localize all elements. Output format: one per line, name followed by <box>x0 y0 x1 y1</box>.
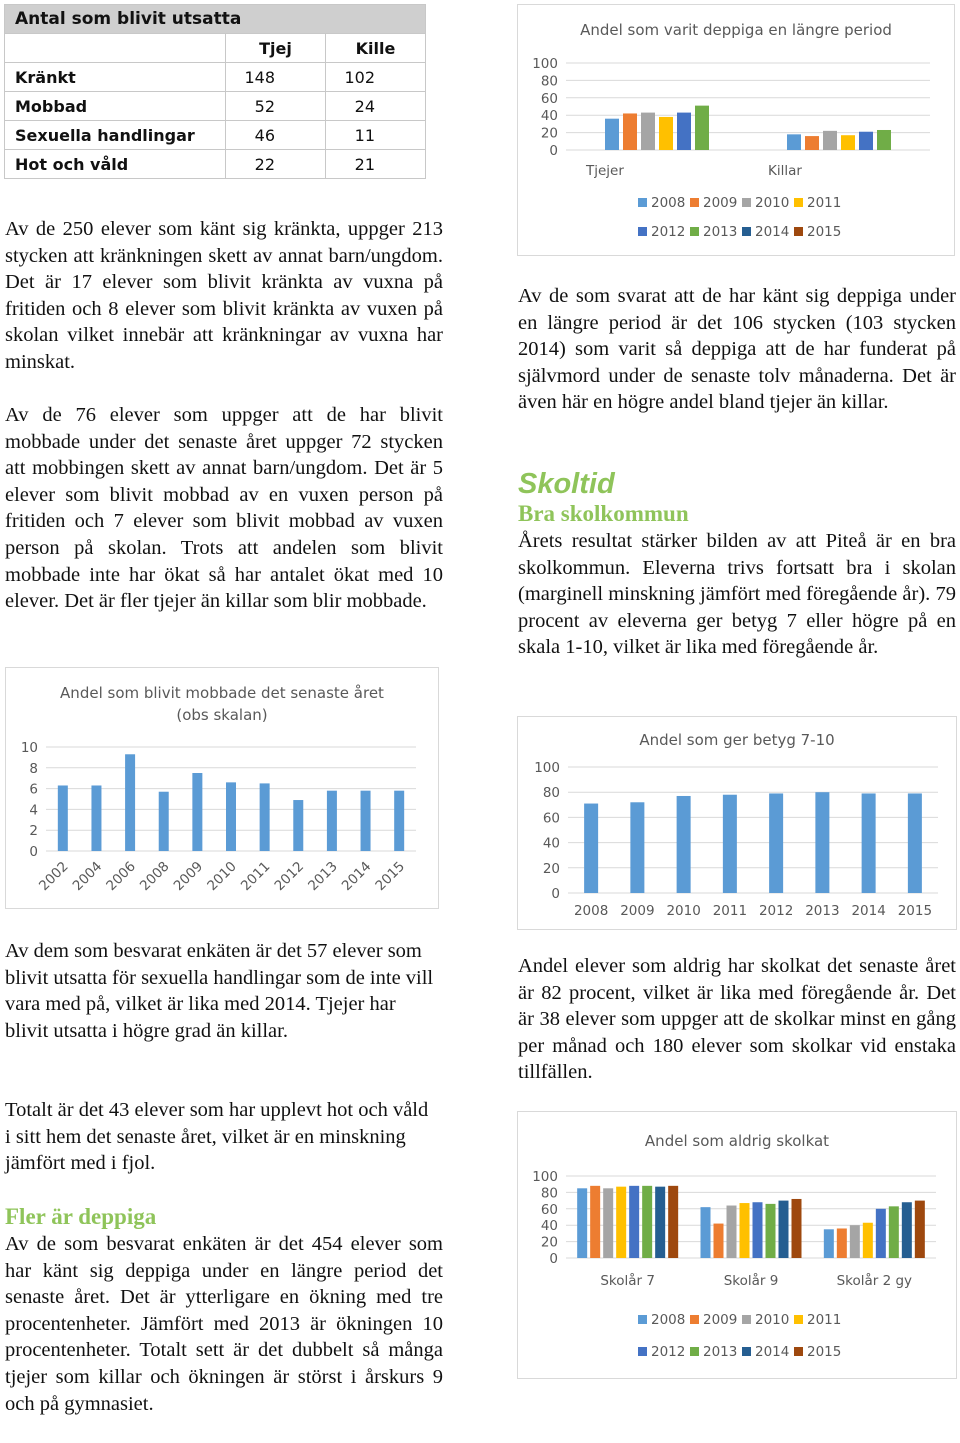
legend-label: 2010 <box>755 195 790 211</box>
table-header-kille: Kille <box>326 34 426 63</box>
bar <box>623 113 637 150</box>
bar <box>863 1223 873 1258</box>
bar <box>293 800 303 851</box>
left-text-5 <box>5 1203 443 1417</box>
x-tick-label: 2009 <box>620 903 655 919</box>
bar <box>642 1186 652 1258</box>
x-tick-label: 2008 <box>573 903 609 919</box>
chart-betyg-svg <box>518 717 956 929</box>
legend-swatch <box>742 198 751 207</box>
legend-swatch <box>638 198 647 207</box>
y-tick-label: 40 <box>540 1218 558 1235</box>
bar <box>815 792 829 893</box>
bar <box>841 135 855 150</box>
legend-label: 2012 <box>651 224 686 240</box>
table-row <box>5 121 426 150</box>
bar <box>787 134 801 150</box>
legend-swatch <box>638 227 647 236</box>
y-tick-label: 6 <box>29 781 38 798</box>
x-tick-label: 2014 <box>851 903 886 919</box>
bar <box>192 773 202 851</box>
bar <box>902 1202 912 1258</box>
row-value-tjej: 148 <box>226 63 326 92</box>
table-title: Antal som blivit utsatta <box>5 5 426 34</box>
y-tick-label: 10 <box>20 740 38 756</box>
paragraph-skolkat: Andel elever som aldrig har skolkat det senaste året är 82 procent, vilket är lika med föregående år. Det är 38 elever som uppger att de skolkar minst en gång per månad och 180 elever som skolkar vid enstaka tillfällen. <box>518 955 956 1084</box>
bar <box>577 1188 587 1258</box>
table-row <box>5 92 426 121</box>
x-tick-label: Skolår 9 <box>723 1273 779 1289</box>
x-tick-label: 2011 <box>237 858 274 895</box>
y-tick-label: 60 <box>540 90 558 107</box>
table-header-tjej: Tjej <box>226 34 326 63</box>
legend-label: 2008 <box>651 195 686 211</box>
bar <box>908 793 922 893</box>
bar <box>823 131 837 150</box>
bar <box>629 1186 639 1258</box>
bar <box>260 783 270 851</box>
heading-fler-deppiga: Fler är deppiga <box>5 1204 157 1229</box>
chart-skolkat-svg <box>518 1112 956 1378</box>
y-tick-label: 0 <box>549 143 558 159</box>
legend-label: 2015 <box>807 224 842 240</box>
left-text-3 <box>5 938 437 1044</box>
row-label: Mobbad <box>5 92 226 121</box>
row-value-tjej: 52 <box>226 92 326 121</box>
legend-label: 2011 <box>807 195 842 211</box>
legend-label: 2009 <box>703 195 738 211</box>
bar <box>226 782 236 851</box>
legend-label: 2014 <box>755 224 790 240</box>
x-tick-label: 2015 <box>897 903 933 919</box>
y-tick-label: 80 <box>542 785 560 802</box>
bar <box>769 793 783 893</box>
legend-label: 2015 <box>807 1344 842 1360</box>
y-tick-label: 4 <box>29 802 38 819</box>
bar <box>605 119 619 150</box>
bar <box>677 796 691 893</box>
x-tick-label: Skolår 7 <box>600 1273 655 1289</box>
x-tick-label: 2011 <box>712 903 748 919</box>
y-tick-label: 40 <box>540 108 558 125</box>
x-tick-label: 2002 <box>36 858 72 895</box>
legend-swatch <box>690 1315 699 1324</box>
chart-mobbade-svg <box>6 668 438 908</box>
paragraph-sjalvmord: Av de som svarat att de har känt sig deppiga under en längre period är det 106 stycken (103 stycken 2014) som varit så deppiga att de har funderat på självmord under de senaste tolv månaderna. Det är även här en högre andel bland tjejer än killar. <box>518 285 956 414</box>
y-tick-label: 0 <box>549 1251 558 1267</box>
x-tick-label: 2010 <box>666 903 701 919</box>
bar <box>659 117 673 150</box>
bar <box>641 113 655 150</box>
bar <box>714 1224 724 1258</box>
right-text-2 <box>518 468 956 661</box>
y-tick-label: 8 <box>29 760 38 777</box>
bar <box>361 791 371 851</box>
legend-swatch <box>742 1315 751 1324</box>
paragraph-krankta: Av de 250 elever som känt sig kränkta, uppger 213 stycken att kränkningen skett av annat barn/ungdom. Det är 17 elever som blivit kränkta av vuxna på fritiden och 8 elever som blivit kränkta av vuxen på skolan vilket innebär att kränkningar av vuxna har minskat. <box>5 218 443 373</box>
stats-table <box>4 4 426 179</box>
bar <box>603 1188 613 1258</box>
bar <box>837 1228 847 1258</box>
row-value-kille: 11 <box>326 121 426 150</box>
row-label: Kränkt <box>5 63 226 92</box>
paragraph-hot-vald: Totalt är det 43 elever som har upplevt hot och våld i sitt hem det senaste året, vilket är en minskning jämfört med i fjol. <box>5 1099 429 1175</box>
chart-title: Andel som blivit mobbade det senaste året <box>60 684 384 702</box>
bar <box>159 792 169 851</box>
row-value-kille: 24 <box>326 92 426 121</box>
legend-label: 2008 <box>651 1312 686 1328</box>
legend-swatch <box>638 1347 647 1356</box>
bar <box>695 106 709 150</box>
right-text-1 <box>518 283 956 416</box>
y-tick-label: 40 <box>542 835 560 852</box>
x-tick-label: 2010 <box>204 858 240 895</box>
y-tick-label: 0 <box>29 844 38 860</box>
bar <box>915 1201 925 1258</box>
bar <box>889 1206 899 1258</box>
x-tick-label: 2004 <box>69 858 106 895</box>
y-tick-label: 20 <box>540 125 558 142</box>
y-tick-label: 2 <box>29 823 38 840</box>
x-tick-label: 2006 <box>103 858 139 895</box>
y-tick-label: 20 <box>542 860 560 877</box>
x-tick-label: 2012 <box>271 858 308 895</box>
chart-skolkat <box>517 1111 957 1379</box>
legend-swatch <box>742 1347 751 1356</box>
x-tick-label: 2008 <box>136 858 173 895</box>
legend-label: 2013 <box>703 1344 738 1360</box>
bar <box>327 791 337 851</box>
bar <box>850 1225 860 1258</box>
legend-swatch <box>794 1347 803 1356</box>
table-row <box>5 150 426 179</box>
legend-swatch <box>690 1347 699 1356</box>
bar <box>723 795 737 893</box>
legend-label: 2009 <box>703 1312 738 1328</box>
bar <box>862 793 876 893</box>
x-tick-label: Tjejer <box>586 163 624 179</box>
row-value-tjej: 22 <box>226 150 326 179</box>
bar <box>584 804 598 893</box>
bar <box>779 1201 789 1258</box>
legend-label: 2010 <box>755 1312 790 1328</box>
left-text-4 <box>5 1097 437 1177</box>
bar <box>805 136 819 150</box>
chart-deppiga-svg <box>518 5 954 255</box>
bar <box>701 1207 711 1258</box>
legend-swatch <box>794 227 803 236</box>
bar <box>766 1204 776 1258</box>
legend-swatch <box>742 227 751 236</box>
bar <box>877 130 891 150</box>
x-tick-label: 2013 <box>305 858 341 895</box>
legend-label: 2012 <box>651 1344 686 1360</box>
row-value-kille: 21 <box>326 150 426 179</box>
bar <box>740 1203 750 1258</box>
legend-swatch <box>794 1315 803 1324</box>
bar <box>668 1186 678 1258</box>
bar <box>590 1186 600 1258</box>
row-value-tjej: 46 <box>226 121 326 150</box>
x-tick-label: 2009 <box>170 858 207 895</box>
y-tick-label: 60 <box>540 1201 558 1218</box>
bar <box>630 802 644 893</box>
x-tick-label: 2014 <box>338 858 375 895</box>
x-tick-label: 2015 <box>372 858 409 895</box>
y-tick-label: 0 <box>551 886 560 902</box>
bar <box>616 1187 626 1258</box>
left-text-2 <box>5 402 443 615</box>
paragraph-sexuella: Av dem som besvarat enkäten är det 57 elever som blivit utsatta för sexuella handlingar som de inte vill vara med på, vilket är lika med 2014. Tjejer har blivit utsatta i högre grad än killar. <box>5 940 434 1042</box>
y-tick-label: 20 <box>540 1234 558 1251</box>
legend-label: 2013 <box>703 224 738 240</box>
bar <box>677 113 691 150</box>
chart-mobbade <box>5 667 439 909</box>
legend-label: 2014 <box>755 1344 790 1360</box>
y-tick-label: 80 <box>540 1185 558 1202</box>
y-tick-label: 60 <box>542 810 560 827</box>
bar <box>792 1199 802 1258</box>
chart-title: Andel som ger betyg 7-10 <box>639 731 835 749</box>
chart-deppiga <box>517 4 955 256</box>
bar <box>824 1229 834 1258</box>
paragraph-deppiga: Av de som besvarat enkäten är det 454 elever som har känt sig deppiga under en längre period det senaste året. Det är ytterligare en ökning med tre procentenheter. Jämfört med 2013 är ökningen 10 procentenheter. Totalt sett är det dubbelt så många tjejer som killar och ökningen är störst i årskurs 9 och på gymnasiet. <box>5 1233 443 1415</box>
bar <box>859 132 873 150</box>
legend-label: 2011 <box>807 1312 842 1328</box>
legend-swatch <box>638 1315 647 1324</box>
x-tick-label: 2012 <box>758 903 794 919</box>
chart-title: Andel som varit deppiga en längre period <box>580 21 892 39</box>
legend-swatch <box>690 198 699 207</box>
paragraph-skolkommun: Årets resultat stärker bilden av att Piteå är en bra skolkommun. Eleverna trivs fortsatt bra i skolan (marginell minskning jämfört med föregående år). 79 procent av eleverna ger betyg 7 eller högre på en skala 1-10, vilket är lika med föregående år. <box>518 530 956 659</box>
x-tick-label: 2013 <box>805 903 840 919</box>
y-tick-label: 100 <box>532 1169 558 1185</box>
table-header-empty <box>5 34 226 63</box>
right-text-3 <box>518 953 956 1086</box>
bar <box>655 1187 665 1258</box>
legend-swatch <box>690 227 699 236</box>
y-tick-label: 80 <box>540 73 558 90</box>
table-row <box>5 63 426 92</box>
left-text-1 <box>5 216 443 376</box>
bar <box>727 1206 737 1258</box>
y-tick-label: 100 <box>532 56 558 72</box>
heading-bra-skolkommun: Bra skolkommun <box>518 501 689 526</box>
paragraph-mobbade: Av de 76 elever som uppger att de har blivit mobbade under det senaste året uppger 72 stycken att mobbingen skett av annat barn/ungdom. Det är 5 elever som blivit mobbad av en vuxen person på fritiden och 7 elever som blivit mobbad av vuxen person på skolan. Trots att andelen som blivit mobbade inte har ökat så har antalet ökat med 10 elever. Det är fler tjejer än killar som blir mobbade. <box>5 404 443 613</box>
bar <box>58 785 68 851</box>
y-tick-label: 100 <box>534 760 560 776</box>
bar <box>876 1209 886 1258</box>
bar <box>125 754 135 851</box>
chart-subtitle: (obs skalan) <box>176 706 268 724</box>
x-tick-label: Skolår 2 gy <box>836 1273 913 1289</box>
bar <box>753 1202 763 1258</box>
heading-skoltid: Skoltid <box>518 468 615 500</box>
bar <box>394 791 404 851</box>
stats-table-block <box>4 4 426 179</box>
chart-title: Andel som aldrig skolkat <box>644 1132 830 1150</box>
chart-betyg <box>517 716 957 930</box>
bar <box>91 785 101 851</box>
row-label: Hot och våld <box>5 150 226 179</box>
row-label: Sexuella handlingar <box>5 121 226 150</box>
x-tick-label: Killar <box>768 163 802 179</box>
row-value-kille: 102 <box>326 63 426 92</box>
legend-swatch <box>794 198 803 207</box>
